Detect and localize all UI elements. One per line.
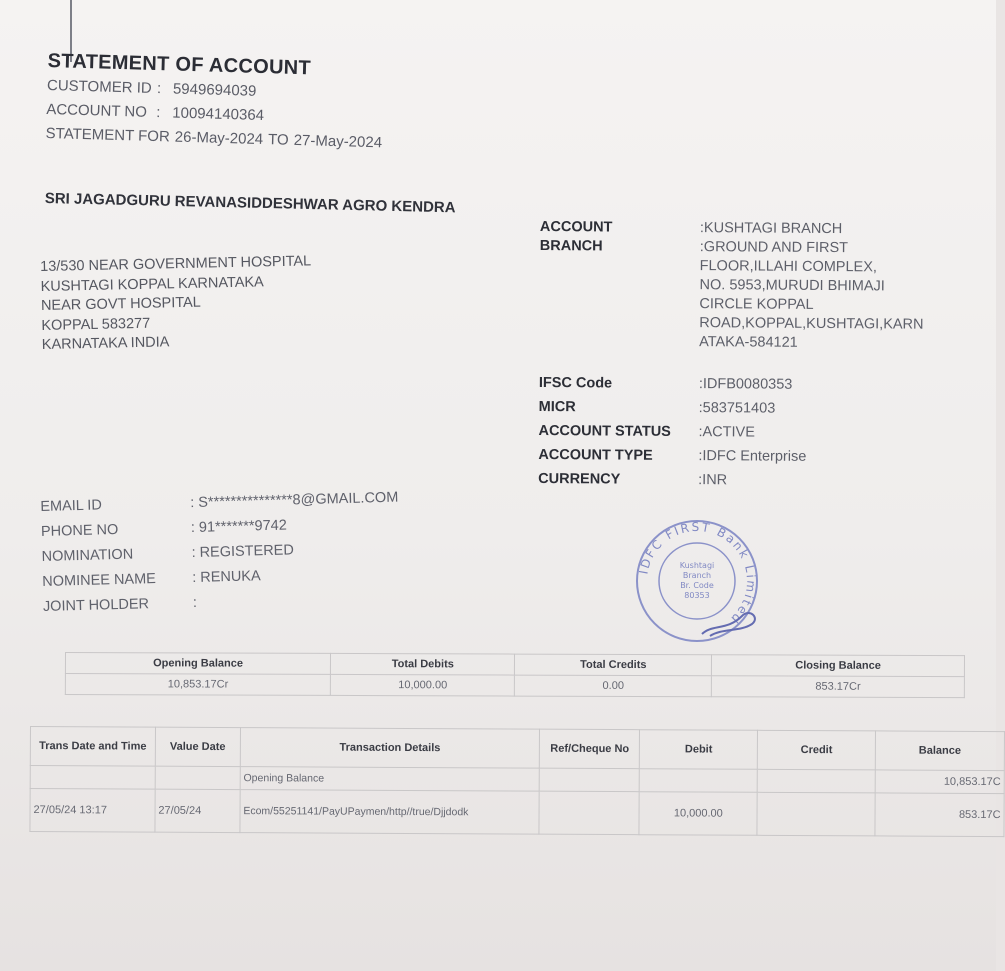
ifsc-value: :IDFB0080353: [698, 376, 793, 393]
column-header: Trans Date and Time: [30, 727, 155, 767]
account-type-row: [538, 443, 998, 470]
balance-amount: 10,853.17C: [875, 770, 1004, 794]
stamp-ring-text: IDFC FIRST Bank Limited: [636, 519, 759, 628]
email-value: S***************8@GMAIL.COM: [198, 489, 399, 511]
summary-header: Opening Balance: [65, 653, 330, 675]
branch-line: FLOOR,ILLAHI COMPLEX,: [699, 258, 878, 276]
account-status-row: [538, 419, 998, 446]
stamp-line: Kushtagi: [679, 561, 715, 570]
bank-stamp-icon: [632, 516, 762, 646]
credit-amount: [757, 792, 875, 836]
currency-row: [538, 467, 998, 494]
branch-label: BRANCH: [539, 237, 603, 255]
summary-header: Total Credits: [515, 654, 712, 676]
account-status-value: :ACTIVE: [698, 424, 755, 441]
contact-info: [40, 485, 401, 619]
stamp-line: Br. Code: [680, 581, 714, 590]
trans-date: 27/05/24 13:17: [30, 789, 155, 833]
table-row: [30, 789, 1004, 837]
balance-summary-table: [65, 652, 965, 698]
account-type-label: ACCOUNT TYPE: [538, 446, 653, 464]
column-header: Balance: [875, 731, 1004, 771]
nominee-label: NOMINEE NAME: [42, 570, 157, 590]
nomination-value: REGISTERED: [199, 541, 295, 561]
account-value: :KUSHTAGI BRANCH: [699, 220, 843, 238]
address-line: KOPPAL 583277: [41, 315, 151, 334]
micr-value: :583751403: [698, 400, 776, 417]
email-label: EMAIL ID: [40, 496, 103, 515]
separator: :: [192, 594, 198, 611]
stamp-line: 80353: [684, 591, 710, 600]
total-credits-value: 0.00: [515, 675, 712, 697]
to-date: 27-May-2024: [293, 131, 383, 152]
ifsc-label: IFSC Code: [538, 374, 613, 392]
from-date: 26-May-2024: [174, 128, 264, 149]
page-title: STATEMENT OF ACCOUNT: [47, 50, 312, 80]
transaction-details: Ecom/55251141/PayUPaymen/http//true/Djjdodk: [240, 790, 540, 835]
branch-row: [539, 237, 1000, 354]
summary-header: Total Debits: [331, 653, 515, 675]
summary-value-row: [65, 674, 964, 698]
trans-date: [30, 766, 155, 790]
ref-cheque-no: [540, 768, 640, 792]
address-line: KARNATAKA INDIA: [41, 334, 170, 353]
nominee-value: RENUKA: [200, 567, 261, 586]
opening-balance-value: 10,853.17Cr: [65, 674, 330, 696]
phone-label: PHONE NO: [40, 521, 119, 540]
branch-line: ROAD,KOPPAL,KUSHTAGI,KARN: [699, 315, 924, 333]
closing-balance-value: 853.17Cr: [712, 676, 965, 698]
column-header: Credit: [758, 730, 876, 770]
account-no-label: ACCOUNT NO: [46, 100, 148, 121]
branch-info: [538, 218, 1000, 494]
customer-name: SRI JAGADGURU REVANASIDDESHWAR AGRO KENDRA: [44, 190, 456, 217]
branch-line: :GROUND AND FIRST: [699, 239, 849, 257]
account-label: ACCOUNT: [539, 218, 613, 236]
column-header: Ref/Cheque No: [540, 729, 640, 769]
summary-header: Closing Balance: [712, 655, 965, 677]
currency-value: :INR: [698, 472, 728, 489]
separator: :: [156, 80, 162, 98]
separator: :: [192, 569, 197, 586]
debit-amount: [639, 769, 757, 793]
value-date: [155, 766, 240, 789]
branch-line: NO. 5953,MURUDI BHIMAJI: [699, 277, 885, 295]
address-line: KUSHTAGI KOPPAL KARNATAKA: [40, 273, 264, 295]
address-line: 13/530 NEAR GOVERNMENT HOSPITAL: [40, 253, 312, 275]
account-type-value: :IDFC Enterprise: [698, 448, 807, 465]
separator: :: [190, 494, 195, 511]
branch-line: ATAKA-584121: [699, 334, 798, 351]
branch-line: CIRCLE KOPPAL: [699, 296, 814, 313]
value-date: 27/05/24: [155, 789, 240, 832]
stamp-line: Branch: [682, 571, 712, 580]
micr-label: MICR: [538, 398, 576, 416]
customer-address: [40, 252, 313, 355]
customer-id-label: CUSTOMER ID: [46, 76, 152, 97]
column-header: Value Date: [155, 727, 240, 766]
to-word: TO: [267, 131, 289, 149]
ifsc-row: [539, 371, 999, 398]
nomination-label: NOMINATION: [41, 546, 134, 565]
statement-header: [45, 50, 568, 163]
micr-row: [539, 395, 999, 422]
statement-label: STATEMENT FOR: [45, 124, 171, 146]
account-status-label: ACCOUNT STATUS: [538, 422, 671, 440]
column-header: Transaction Details: [240, 728, 540, 769]
address-line: NEAR GOVT HOSPITAL: [40, 294, 201, 314]
customer-id-value: 5949694039: [172, 80, 257, 100]
separator: :: [156, 104, 161, 122]
transactions-header-row: [30, 727, 1004, 771]
column-header: Debit: [640, 730, 758, 770]
phone-value: 91*******9742: [198, 517, 287, 536]
transaction-details: Opening Balance: [240, 767, 540, 792]
account-no-value: 10094140364: [172, 104, 265, 125]
debit-amount: 10,000.00: [639, 792, 757, 836]
currency-label: CURRENCY: [538, 470, 621, 488]
separator: :: [190, 519, 196, 536]
joint-holder-label: JOINT HOLDER: [42, 595, 150, 615]
separator: :: [191, 544, 196, 561]
branch-address: [699, 238, 924, 354]
credit-amount: [757, 769, 875, 793]
total-debits-value: 10,000.00: [331, 674, 515, 696]
balance-amount: 853.17C: [875, 793, 1004, 837]
ref-cheque-no: [539, 791, 639, 835]
transactions-table: [29, 726, 1005, 837]
